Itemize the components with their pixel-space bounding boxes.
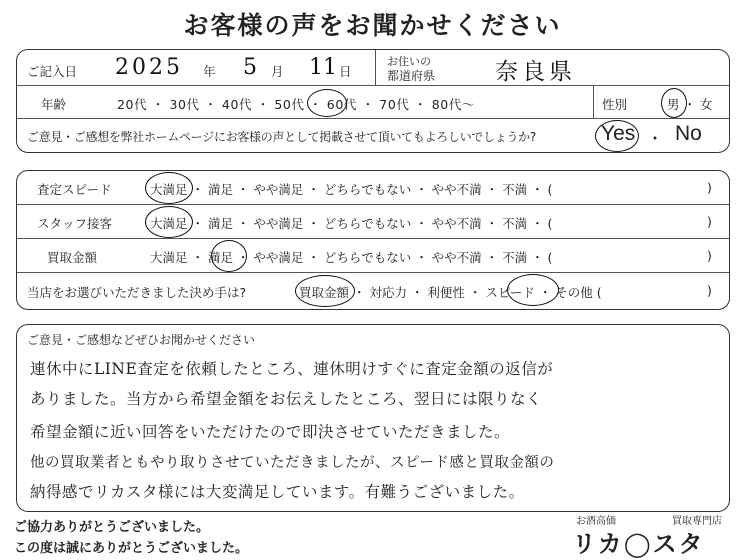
comment-line: ありました。当方から希望金額をお伝えしたところ、翌日には限りなく <box>30 390 543 408</box>
rating-scale-price: 大満足 ・ 満足 ・ やや満足 ・ どちらでもない ・ やや不満 ・ 不満 ・ ( <box>150 250 553 265</box>
brand-tag-right: 買取専門店 <box>672 516 722 527</box>
reason-paren: ) <box>707 283 712 298</box>
residence-label-1: お住いの <box>387 55 431 68</box>
comment-line: 希望金額に近い回答をいただけたので即決させていただきました。 <box>30 423 511 441</box>
residence-value: 奈良県 <box>495 59 576 85</box>
rating-label-speed: 査定スピード <box>37 182 112 197</box>
gender-selected-mark <box>661 88 687 118</box>
comment-line: 納得感でリカスタ様には大変満足しています。有難うございました。 <box>30 483 525 501</box>
brand-logo <box>566 512 736 558</box>
consent-no: No <box>675 122 702 145</box>
residence-label-2: 都道府県 <box>387 69 436 83</box>
date-month: 5 <box>243 55 257 80</box>
consent-selected-mark <box>595 120 639 152</box>
consent-yes: Yes <box>601 122 636 145</box>
ratings-box <box>16 170 730 310</box>
comment-line: 他の買取業者ともやり取りさせていただきましたが、スピード感と買取金額の <box>30 455 555 471</box>
rating-scale-staff: 大満足 ・ 満足 ・ やや満足 ・ どちらでもない ・ やや不満 ・ 不満 ・ ( <box>150 216 553 231</box>
day-unit: 日 <box>339 64 352 79</box>
year-unit: 年 <box>203 64 216 79</box>
gender-label: 性別 <box>602 97 628 112</box>
thanks-line-1: ご協力ありがとうございました。 <box>14 520 210 535</box>
rating-paren-price: ) <box>707 248 712 263</box>
brand-name: リカ◯スタ <box>572 530 705 558</box>
gender-options: 男 ・ 女 <box>667 97 713 112</box>
brand-tag-left: お酒高価 <box>576 516 616 527</box>
date-label: ご記入日 <box>27 64 78 79</box>
comments-label: ご意見・ご感想などぜひお聞かせください <box>27 333 256 347</box>
consent-question: ご意見・ご感想を弊社ホームページにお客様の声として掲載させて頂いてもよろしいでしょうか? <box>27 130 536 144</box>
reason-label: 当店をお選びいただきました決め手は? <box>27 285 247 300</box>
page-title: お客様の声をお聞かせください <box>183 11 562 40</box>
consent-dot: ・ <box>647 129 664 148</box>
rating-label-staff: スタッフ接客 <box>37 216 113 231</box>
rating-label-price: 買取金額 <box>47 250 98 265</box>
rating-paren-speed: ) <box>707 180 712 195</box>
date-day: 11 <box>309 55 337 80</box>
thanks-line-2: この度は誠にありがとうございました。 <box>14 541 249 556</box>
age-options: 20代 ・ 30代 ・ 40代 ・ 50代 ・ 60代 ・ 70代 ・ 80代〜 <box>117 97 476 112</box>
age-selected-mark <box>307 89 347 117</box>
staff-selected-mark <box>145 206 193 238</box>
price-selected-mark <box>211 240 247 272</box>
reason-price-mark <box>295 275 355 307</box>
info-box <box>16 49 730 153</box>
age-label: 年齢 <box>41 97 67 112</box>
reason-options: 買取金額 ・ 対応力 ・ 利便性 ・ スピード ・ その他 ( <box>299 285 602 300</box>
comment-line: 連休中にLINE査定を依頼したところ、連休明けすぐに査定金額の返信が <box>30 360 554 378</box>
rating-paren-staff: ) <box>707 214 712 229</box>
rating-scale-speed: 大満足 ・ 満足 ・ やや満足 ・ どちらでもない ・ やや不満 ・ 不満 ・ ( <box>150 182 553 197</box>
date-year: 2025 <box>115 55 183 80</box>
month-unit: 月 <box>271 64 284 79</box>
speed-selected-mark <box>145 172 193 204</box>
reason-speed-mark <box>507 274 559 306</box>
